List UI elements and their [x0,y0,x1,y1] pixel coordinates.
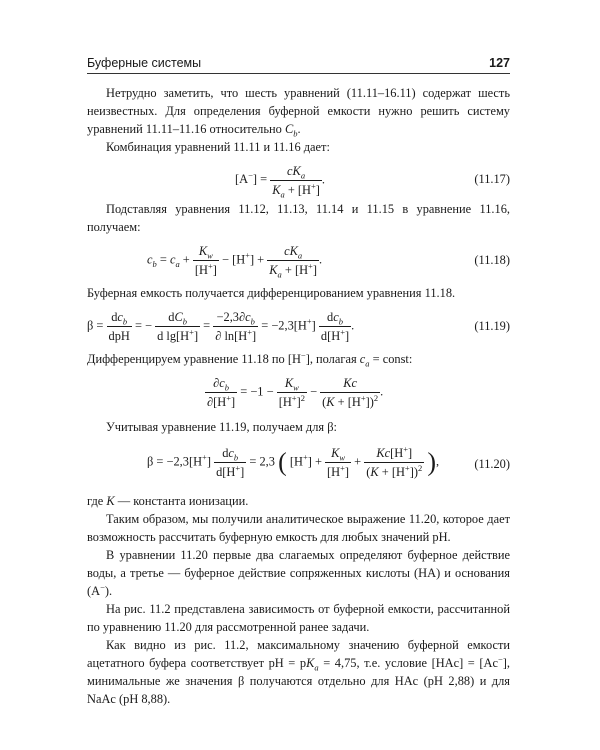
equation-number: (11.19) [474,319,510,333]
paragraph-11: Как видно из рис. 11.2, максимальному значению буферной емкости ацетатного буфера соответствует pH = $pK_a = 4,75$, т.е. условие [HAc] = [Ac−], минимальные же значения β получаются отдельно для HAc (pH 2,88) и для NaAc (pH 8,88). [87,638,510,706]
paragraph-2: Комбинация уравнений 11.11 и 11.16 дает: [106,140,330,154]
equation-number: (11.17) [474,172,510,186]
paragraph-10: На рис. 11.2 представлена зависимость от буферной емкости, рассчитанной по уравнению 11.20 для рассмотренной ранее задачи. [87,602,510,634]
paragraph-8: Таким образом, мы получили аналитическое выражение 11.20, которое дает возможность рассчитать буферную емкость для любых значений pH. [87,512,510,544]
equation-11-17: [A−] = $\frac{cK_a}{K_a + [H^+]}$ . (11.17) [235,164,510,200]
equation-11-19: β = $\frac{dc_b}{\text{dpH}}$ = − $\frac{dC_b}{d \lg[H^+]}$ = $\frac{-2,3\partial c_b}{\partial \ln[H^+]}$ = −2,3[H+] $\frac{dc_b}{d[H^+]}$ . (11.19) [87,310,510,343]
equation-number: (11.18) [474,253,510,267]
paragraph-4: Буферная емкость получается дифференцированием уравнения 11.18. [87,286,456,300]
paragraph-1: Нетрудно заметить, что шесть уравнений (11.11–16.11) содержат шесть неизвестных. Для определения буферной емкости нужно решить систему уравнений 11.11–11.16 относительно $C_b$. [87,86,510,139]
equation-derivative: $\frac{\partial c_b}{\partial[H^+]}$ = −1 − $\frac{K_w}{[H^+]^2}$ − $\frac{Kc}{(K + [H^+])^2}$ . [207,376,384,409]
running-title: Буферные системы [87,56,202,70]
equation-number: (11.20) [474,457,510,471]
paragraph-5: Дифференцируем уравнение 11.18 по [H−], полагая $c_a$ = const: [87,349,413,369]
paragraph-9: В уравнении 11.20 первые два слагаемых определяют буферное действие воды, а третье — буферное действие сопряженных кислоты (HA) и основания (A−). [87,548,510,598]
paragraph-6: Учитывая уравнение 11.19, получаем для β: [106,420,337,434]
paragraph-3: Подставляя уравнения 11.12, 11.13, 11.14 и 11.15 в уравнение 11.16, получаем: [87,202,510,234]
equation-11-20: β = −2,3[H+] $\frac{dc_b}{d[H^+]}$ = 2,3 ( [H+] + $\frac{K_w}{[H^+]}$ + $\frac{Kc[H^+]}{(K + [H^+])^2}$ ), (11.20) [147,443,510,479]
page-number: 127 [489,56,510,70]
page-body [87,84,510,708]
paragraph-7: где K — константа ионизации. [87,494,249,508]
equation-11-18: $c_b = c_a$ + $\frac{K_w}{[H^+]}$ − [H+] + $\frac{cK_a}{K_a + [H^+]}$ . (11.18) [147,244,510,280]
header-rule [87,73,510,74]
